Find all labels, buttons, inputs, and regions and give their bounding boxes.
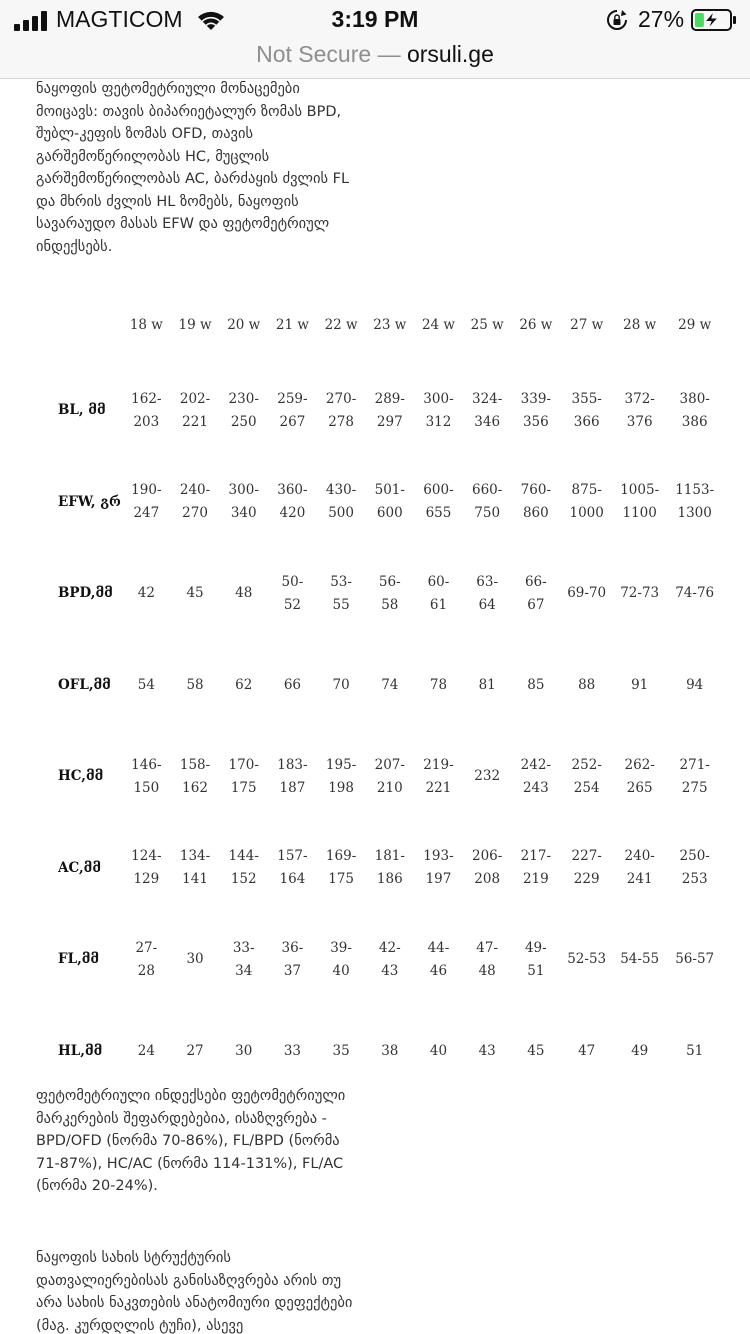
table-cell — [666, 548, 723, 640]
table-cell — [560, 823, 613, 915]
cell-value: 43 — [478, 1042, 496, 1059]
cell-value: 33-34 — [232, 939, 255, 979]
cell-value: 36-37 — [281, 939, 304, 979]
cell-value: 157-164 — [277, 848, 308, 888]
table-cell — [268, 457, 317, 549]
table-cell — [171, 823, 220, 915]
cell-value: 262-265 — [624, 756, 655, 796]
cell-value: 206-208 — [471, 848, 503, 888]
cell-value: 40 — [429, 1042, 448, 1059]
table-cell — [414, 365, 463, 457]
table-cell — [171, 365, 220, 457]
cell-value: 193-197 — [423, 848, 454, 888]
table-cell — [171, 731, 220, 823]
week-header — [122, 285, 171, 365]
cell-value: 52-53 — [567, 951, 607, 968]
table-cell — [219, 823, 268, 915]
cell-value: 170-175 — [228, 756, 259, 796]
status-bar — [0, 0, 750, 40]
cell-value: 54-55 — [620, 951, 660, 968]
table-cell — [317, 1006, 366, 1098]
cell-value: 91 — [631, 676, 649, 693]
table-cell — [666, 731, 723, 823]
cell-value: 190-247 — [131, 482, 162, 522]
cell-value: 300-340 — [228, 482, 259, 522]
cell-value: 39-40 — [330, 939, 352, 979]
table-cell — [171, 457, 220, 549]
table-cell — [560, 640, 613, 732]
week-header — [512, 285, 561, 365]
cell-value: 1005-1100 — [620, 482, 660, 522]
table-cell — [268, 823, 317, 915]
table-cell — [512, 823, 561, 915]
cell-value: 53-55 — [330, 573, 352, 613]
table-cell — [414, 640, 463, 732]
cell-value: 30 — [235, 1042, 253, 1059]
table-cell — [365, 1006, 414, 1098]
cell-value: 45 — [186, 585, 204, 602]
table-cell — [268, 548, 317, 640]
week-header — [414, 285, 463, 365]
cell-value: 35 — [332, 1042, 350, 1059]
cell-value: 78 — [429, 676, 448, 693]
table-cell — [666, 914, 723, 1006]
table-cell — [463, 640, 512, 732]
cell-value: 74 — [381, 676, 399, 693]
cell-value: 501-600 — [374, 482, 405, 522]
cell-value: 63-64 — [476, 573, 499, 613]
week-label: 23 w — [373, 316, 407, 333]
week-header — [463, 285, 512, 365]
cell-value: 271-275 — [679, 756, 710, 796]
week-label: 20 w — [227, 316, 261, 333]
week-header — [613, 285, 666, 365]
table-cell — [666, 640, 723, 732]
table-cell — [512, 914, 561, 1006]
cell-value: 146-150 — [131, 756, 162, 796]
cell-value: 42-43 — [378, 939, 401, 979]
cell-value: 56-58 — [378, 573, 401, 613]
cell-value: 51 — [686, 1042, 704, 1059]
table-cell — [512, 640, 561, 732]
cell-value: 219-221 — [423, 756, 454, 796]
table-cell — [560, 548, 613, 640]
table-cell — [365, 548, 414, 640]
carrier-name: MAGTICOM — [56, 6, 183, 32]
table-cell — [666, 1006, 723, 1098]
cell-value: 134-141 — [179, 848, 211, 888]
cell-value: 300-312 — [423, 390, 454, 430]
table-cell — [613, 457, 666, 549]
cell-value: 85 — [527, 676, 545, 693]
table-cell — [365, 365, 414, 457]
table-cell — [463, 823, 512, 915]
week-header — [365, 285, 414, 365]
cell-value: 47 — [578, 1042, 596, 1059]
cell-value: 380-386 — [679, 390, 710, 430]
intro-paragraph: ნაყოფის ფეტომეტრიული მონაცემები მოიცავს: თავის ბიპარიეტალურ ზომას BPD, შუბლ-კეფის ზომას OFD, თავის გარშემოწერილობას HC, მუცლის გარშემოწერილობას AC, ბარძაყის ძვლის FL და მხრის ძვლის HL ზომებს, ნაყოფის სავარაუდო მასას EFW და ფეტომეტრიულ ინდექსებს. — [36, 81, 350, 255]
table-row — [48, 640, 723, 732]
table-cell — [171, 914, 220, 1006]
cell-value: 47-48 — [476, 939, 499, 979]
table-cell — [463, 457, 512, 549]
table-cell — [666, 823, 723, 915]
cell-value: 230-250 — [228, 390, 259, 430]
table-cell — [463, 548, 512, 640]
table-cell — [613, 365, 666, 457]
cell-value: 240-241 — [624, 848, 655, 888]
table-cell — [219, 1006, 268, 1098]
cell-value: 49-51 — [524, 939, 547, 979]
table-cell — [268, 640, 317, 732]
cell-value: 289-297 — [374, 390, 405, 430]
table-row — [48, 457, 723, 549]
cell-value: 183-187 — [277, 756, 308, 796]
table-cell — [317, 640, 366, 732]
cell-value: 1153-1300 — [675, 482, 715, 522]
table-cell — [219, 457, 268, 549]
table-row — [48, 1006, 723, 1098]
table-cell — [122, 1006, 171, 1098]
table-cell — [365, 823, 414, 915]
table-cell — [512, 457, 561, 549]
clock-time: 3:19 PM — [331, 6, 419, 32]
table-cell — [463, 365, 512, 457]
table-cell — [268, 914, 317, 1006]
cell-value: 875-1000 — [569, 482, 604, 522]
cell-value: 339-356 — [520, 390, 552, 430]
cell-value: 27-28 — [135, 939, 158, 979]
table-cell — [463, 1006, 512, 1098]
table-cell — [463, 914, 512, 1006]
cell-value: 202-221 — [179, 390, 211, 430]
week-header — [219, 285, 268, 365]
cell-value: 158-162 — [179, 756, 211, 796]
cell-value: 181-186 — [374, 848, 405, 888]
table-corner-cell — [48, 285, 122, 365]
week-header — [317, 285, 366, 365]
cell-value: 54 — [137, 676, 155, 693]
table-cell — [171, 640, 220, 732]
cell-value: 38 — [381, 1042, 399, 1059]
cell-value: 44-46 — [427, 939, 450, 979]
table-cell — [365, 457, 414, 549]
table-cell — [512, 731, 561, 823]
table-header-row — [48, 285, 723, 365]
battery-percent: 27% — [638, 6, 685, 32]
cell-value: 24 — [137, 1042, 155, 1059]
cell-value: 242-243 — [520, 756, 552, 796]
cellular-signal-icon — [14, 11, 48, 31]
week-label: 19 w — [178, 316, 212, 333]
cell-value: 324-346 — [471, 390, 503, 430]
table-cell — [268, 731, 317, 823]
week-label: 25 w — [470, 316, 504, 333]
table-cell — [219, 640, 268, 732]
row-label: HC,მმ — [58, 768, 104, 785]
table-cell — [268, 365, 317, 457]
table-cell — [122, 457, 171, 549]
cell-value: 69-70 — [567, 585, 607, 602]
url-separator: — — [377, 41, 401, 67]
fetometry-table — [48, 285, 723, 1097]
table-cell — [414, 1006, 463, 1098]
table-cell — [560, 457, 613, 549]
table-cell — [365, 914, 414, 1006]
table-cell — [560, 914, 613, 1006]
cell-value: 56-57 — [675, 951, 715, 968]
week-label: 29 w — [678, 316, 712, 333]
cell-value: 600-655 — [423, 482, 454, 522]
table-cell — [365, 731, 414, 823]
table-cell — [512, 548, 561, 640]
cell-value: 66-67 — [524, 573, 547, 613]
table-cell — [317, 823, 366, 915]
page-content[interactable] — [0, 79, 750, 1334]
cell-value: 355-366 — [571, 390, 602, 430]
table-cell — [268, 1006, 317, 1098]
week-label: 21 w — [275, 316, 309, 333]
table-cell — [317, 548, 366, 640]
table-cell — [122, 365, 171, 457]
table-cell — [122, 823, 171, 915]
table-cell — [219, 548, 268, 640]
url-host: orsuli.ge — [406, 41, 494, 67]
table-cell — [171, 548, 220, 640]
table-cell — [414, 914, 463, 1006]
row-label: OFL,მმ — [58, 676, 111, 693]
week-header — [560, 285, 613, 365]
cell-value: 227-229 — [571, 848, 602, 888]
wifi-icon — [196, 9, 226, 31]
table-cell — [560, 1006, 613, 1098]
cell-value: 72-73 — [620, 585, 660, 602]
cell-value: 162-203 — [131, 390, 162, 430]
cell-value: 372-376 — [624, 390, 655, 430]
table-cell — [122, 548, 171, 640]
cell-value: 60-61 — [427, 573, 450, 613]
cell-value: 33 — [283, 1042, 301, 1059]
cell-value: 430-500 — [325, 482, 357, 522]
week-label: 18 w — [129, 316, 163, 333]
table-cell — [122, 731, 171, 823]
cell-value: 30 — [186, 951, 204, 968]
table-cell — [171, 1006, 220, 1098]
cell-value: 27 — [186, 1042, 204, 1059]
table-cell — [666, 365, 723, 457]
row-label: EFW, გრ — [58, 493, 121, 510]
table-cell — [613, 548, 666, 640]
table-row — [48, 365, 723, 457]
cell-value: 124-129 — [131, 848, 162, 888]
table-cell — [512, 365, 561, 457]
table-cell — [613, 640, 666, 732]
cell-value: 240-270 — [179, 482, 211, 522]
cell-value: 232 — [474, 768, 501, 785]
table-cell — [122, 640, 171, 732]
table-cell — [317, 731, 366, 823]
row-label: HL,მმ — [58, 1042, 103, 1059]
week-header — [268, 285, 317, 365]
table-cell — [613, 823, 666, 915]
table-cell — [317, 365, 366, 457]
week-label: 22 w — [324, 316, 358, 333]
table-cell — [463, 731, 512, 823]
cell-value: 760-860 — [520, 482, 552, 522]
table-cell — [512, 1006, 561, 1098]
cell-value: 66 — [283, 676, 301, 693]
cell-value: 250-253 — [679, 848, 710, 888]
week-label: 28 w — [623, 316, 657, 333]
table-row — [48, 731, 723, 823]
table-cell — [219, 731, 268, 823]
row-label: FL,მმ — [58, 951, 100, 968]
row-label: BL, მმ — [58, 402, 106, 419]
cell-value: 169-175 — [325, 848, 357, 888]
cell-value: 45 — [527, 1042, 545, 1059]
cell-value: 195-198 — [325, 756, 357, 796]
table-cell — [414, 731, 463, 823]
cell-value: 50-52 — [281, 573, 304, 613]
cell-value: 660-750 — [471, 482, 503, 522]
cell-value: 48 — [235, 585, 253, 602]
cell-value: 74-76 — [675, 585, 715, 602]
week-label: 26 w — [519, 316, 553, 333]
cell-value: 49 — [631, 1042, 649, 1059]
cell-value: 144-152 — [228, 848, 259, 888]
table-cell — [317, 457, 366, 549]
table-cell — [414, 457, 463, 549]
week-label: 27 w — [570, 316, 604, 333]
table-cell — [613, 1006, 666, 1098]
table-row — [48, 823, 723, 915]
cell-value: 259-267 — [277, 390, 308, 430]
cell-value: 94 — [686, 676, 704, 693]
cell-value: 207-210 — [374, 756, 405, 796]
indices-paragraph: ფეტომეტრიული ინდექსები ფეტომეტრიული მარკერების შეფარდებებია, ისაზღვრება - BPD/OFD (ნორმა 70-86%), FL/BPD (ნორმა 71-87%), HC/AC (ნორმა 114-131%), FL/AC (ნორმა 20-24%). — [36, 1088, 346, 1194]
table-row — [48, 548, 723, 640]
cell-value: 70 — [332, 676, 350, 693]
security-status: Not Secure — [256, 41, 372, 67]
cell-value: 270-278 — [325, 390, 357, 430]
table-cell — [666, 457, 723, 549]
table-cell — [219, 914, 268, 1006]
structure-paragraph: ნაყოფის სახის სტრუქტურის დათვალიერებისას განისაზღვრება არის თუ არა სახის ნაკვთების ანატომიური დეფექტები (მაგ. კურდღლის ტუჩი), ასევე — [36, 1250, 353, 1334]
table-cell — [560, 731, 613, 823]
table-cell — [122, 914, 171, 1006]
row-label: AC,მმ — [58, 859, 101, 876]
table-cell — [560, 365, 613, 457]
week-header — [666, 285, 723, 365]
table-cell — [613, 914, 666, 1006]
cell-value: 360-420 — [277, 482, 308, 522]
cell-value: 217-219 — [520, 848, 552, 888]
table-cell — [414, 823, 463, 915]
cell-value: 62 — [235, 676, 253, 693]
cell-value: 81 — [478, 676, 496, 693]
cell-value: 42 — [137, 585, 155, 602]
table-cell — [613, 731, 666, 823]
week-header — [171, 285, 220, 365]
table-cell — [365, 640, 414, 732]
cell-value: 88 — [578, 676, 596, 693]
table-cell — [219, 365, 268, 457]
week-label: 24 w — [421, 316, 455, 333]
cell-value: 58 — [186, 676, 204, 693]
table-cell — [414, 548, 463, 640]
table-row — [48, 914, 723, 1006]
cell-value: 252-254 — [571, 756, 602, 796]
table-cell — [317, 914, 366, 1006]
battery-charging-icon — [691, 9, 737, 31]
row-label: BPD,მმ — [58, 585, 113, 602]
orientation-lock-icon — [606, 9, 628, 31]
address-bar[interactable] — [0, 40, 750, 79]
